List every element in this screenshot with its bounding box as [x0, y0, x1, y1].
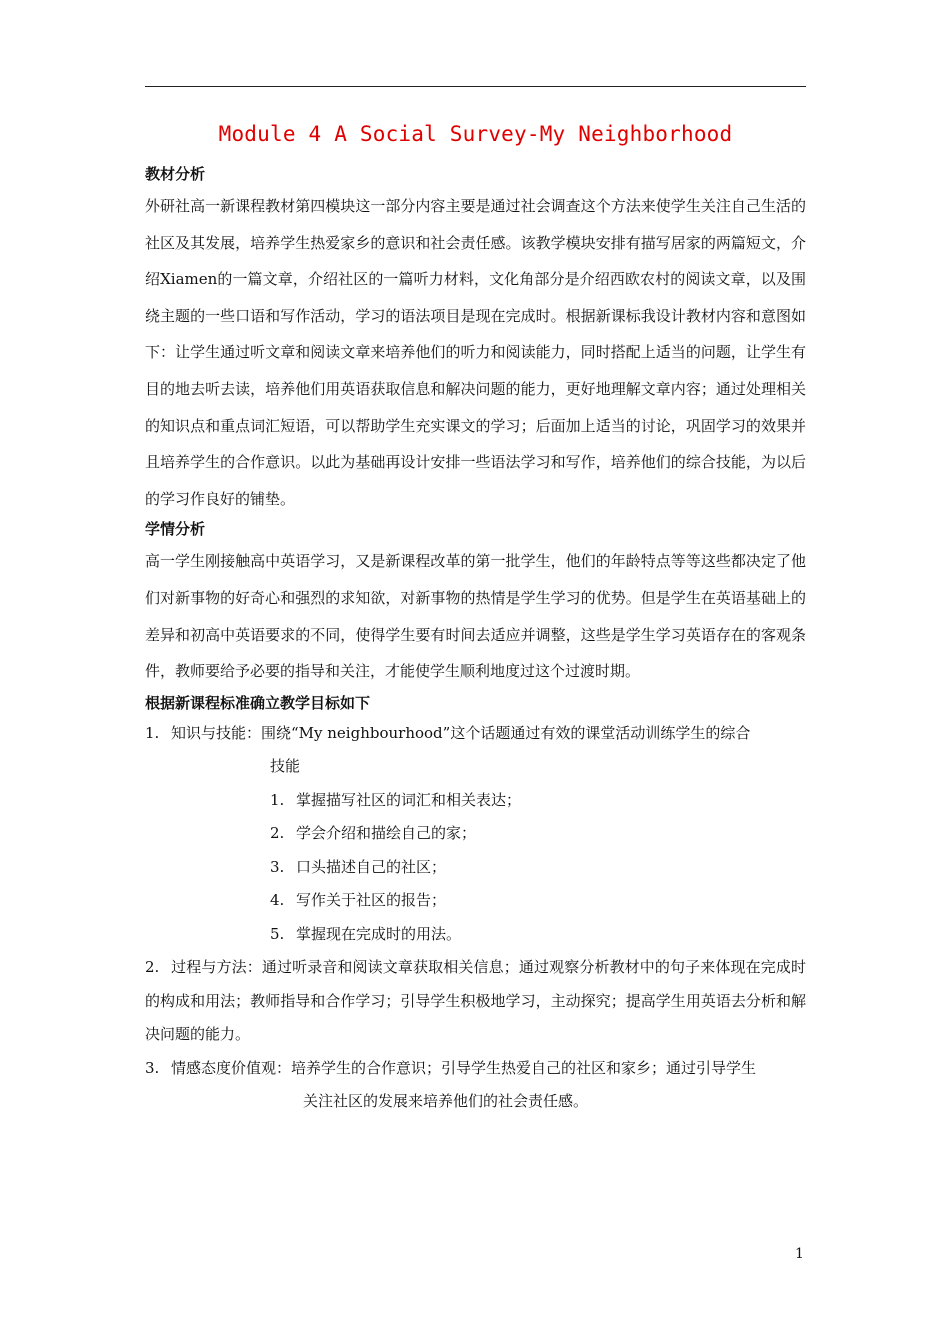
- sub-goal-number: 3.: [270, 857, 285, 876]
- header-rule: [145, 86, 806, 87]
- goal-text: 知识与技能：围绕“My neighbourhood”这个话题通过有效的课堂活动训练学生的综合: [171, 723, 751, 742]
- goal-text: 情感态度价值观：培养学生的合作意识；引导学生热爱自己的社区和家乡；通过引导学生: [171, 1058, 757, 1077]
- sub-goal-item: [145, 918, 806, 952]
- document-body: [145, 160, 806, 1119]
- sub-goal-number: 1.: [270, 790, 285, 809]
- sub-goal-item: [145, 851, 806, 885]
- goal-text: 过程与方法：通过听录音和阅读文章获取相关信息；通过观察分析教材中的句子来体现在完成时的构成和用法；教师指导和合作学习；引导学生积极地学习，主动探究；提高学生用英语去分析和解决问题的能力。: [145, 958, 806, 1044]
- goal-number: 2.: [145, 958, 160, 977]
- sub-goal-item: [145, 817, 806, 851]
- sub-goal-number: 2.: [270, 824, 285, 843]
- goal-item-process-methods: [145, 951, 806, 1052]
- sub-goal-text: 掌握描写社区的词汇和相关表达；: [296, 790, 522, 809]
- goal-number: 1.: [145, 723, 160, 742]
- sub-goal-text: 口头描述自己的社区；: [296, 857, 447, 876]
- sub-goal-item: [145, 784, 806, 818]
- document-title: Module 4 A Social Survey-My Neighborhood: [218, 122, 733, 146]
- goal-number: 3.: [145, 1058, 160, 1077]
- student-analysis-paragraph: 高一学生刚接触高中英语学习，又是新课程改革的第一批学生，他们的年龄特点等等这些都决定了他们对新事物的好奇心和强烈的求知欲，对新事物的热情是学生学习的优势。但是学生在英语基础上的差异和初高中英语要求的不同，使得学生要有时间去适应并调整，这些是学生学习英语存在的客观条件，教师要给予必要的指导和关注，才能使学生顺利地度过这个过渡时期。: [145, 552, 806, 681]
- goal-continuation: 技能: [270, 757, 301, 776]
- section-heading-textbook-analysis: 教材分析: [145, 165, 206, 183]
- section-heading-teaching-goals: 根据新课程标准确立教学目标如下: [145, 693, 371, 712]
- sub-goal-number: 5.: [270, 924, 285, 943]
- sub-goal-text: 学会介绍和描绘自己的家；: [296, 824, 477, 843]
- textbook-analysis-paragraph: 外研社高一新课程教材第四模块这一部分内容主要是通过社会调查这个方法来使学生关注自己生活的社区及其发展，培养学生热爱家乡的意识和社会责任感。该教学模块安排有描写居家的两篇短文，介绍Xiamen的一篇文章，介绍社区的一篇听力材料，文化角部分是介绍西欧农村的阅读文章，以及围绕主题的一些口语和写作活动，学习的语法项目是现在完成时。根据新课标我设计教材内容和意图如下：让学生通过听文章和阅读文章来培养他们的听力和阅读能力，同时搭配上适当的问题，让学生有目的地去听去读，培养他们用英语获取信息和解决问题的能力，更好地理解文章内容；通过处理相关的知识点和重点词汇短语，可以帮助学生充实课文的学习；后面加上适当的讨论，巩固学习的效果并且培养学生的合作意识。以此为基础再设计安排一些语法学习和写作，培养他们的综合技能，为以后的学习作良好的铺垫。: [145, 197, 806, 508]
- page-number: 1: [795, 1246, 804, 1262]
- goal-continuation: 关注社区的发展来培养他们的社会责任感。: [303, 1092, 589, 1111]
- goal-item-emotion-values: [145, 1052, 806, 1086]
- sub-goal-number: 4.: [270, 891, 285, 910]
- goal-item-knowledge-skills: [145, 717, 806, 751]
- sub-goal-text: 掌握现在完成时的用法。: [296, 924, 462, 943]
- section-heading-student-analysis: 学情分析: [145, 520, 206, 539]
- sub-goal-text: 写作关于社区的报告；: [296, 891, 447, 910]
- sub-goal-item: [145, 884, 806, 918]
